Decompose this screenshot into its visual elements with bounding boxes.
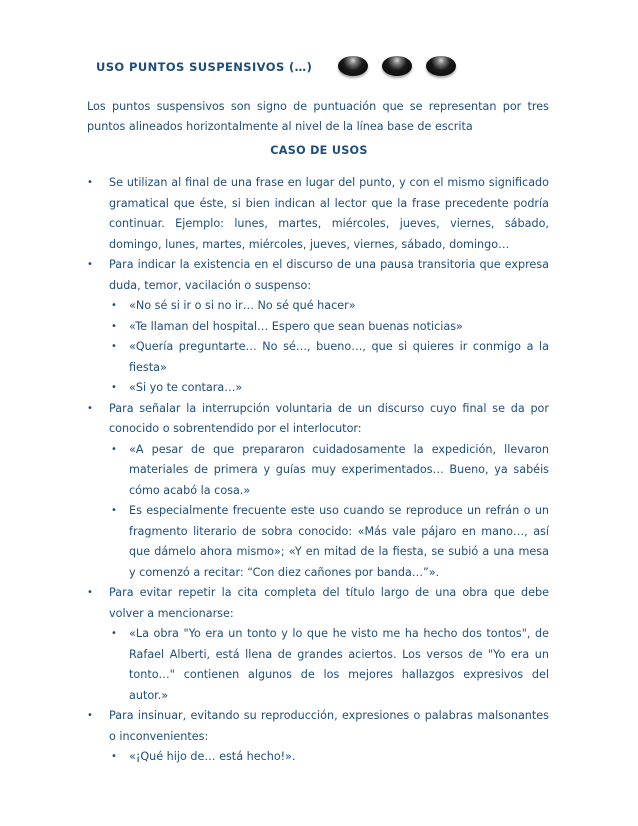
bullet-icon: • <box>87 587 93 598</box>
example-item <box>109 337 549 378</box>
dot-graphic <box>338 56 368 76</box>
list-item <box>87 255 549 399</box>
list-item-text: Se utilizan al final de una frase en lugar del punto, y con el mismo significado gramatical que éste, si bien indican al lector que la frase precedente podría continuar. Ejemplo: lunes, martes, miércoles, jueves, viernes, sábado, domingo, lunes, martes, miércoles, jueves, viernes, sábado, domingo… <box>109 176 549 251</box>
example-text: «Quería preguntarte… No sé…, bueno…, que si quieres ir conmigo a la fiesta» <box>129 340 549 374</box>
examples-list <box>109 296 549 399</box>
bullet-icon: • <box>111 300 117 311</box>
example-text: «No sé si ir o si no ir… No sé qué hacer» <box>129 299 356 312</box>
example-item <box>109 624 549 706</box>
examples-list <box>109 747 549 768</box>
bullet-icon: • <box>87 402 93 414</box>
list-item-text: Para señalar la interrupción voluntaria de un discurso cuyo final se da por conocido o sobrentendido por el interlocutor: <box>109 401 549 435</box>
examples-list <box>109 624 549 706</box>
example-text: «Te llaman del hospital… Espero que sean buenas noticias» <box>129 319 463 333</box>
section-subtitle: CASO DE USOS <box>270 144 368 157</box>
bullet-icon: • <box>111 443 117 455</box>
example-item <box>109 317 549 338</box>
example-item <box>109 440 549 502</box>
bullet-icon: • <box>111 341 117 352</box>
list-item <box>87 706 549 768</box>
list-item <box>87 173 549 255</box>
intro-paragraph: Los puntos suspensivos son signo de puntuación que se representan por tres puntos alineados horizontalmente al nivel de la línea base de escrita <box>87 100 549 133</box>
bullet-icon: • <box>87 710 93 721</box>
bullet-icon: • <box>87 259 93 270</box>
uses-list <box>87 173 549 768</box>
page-title: USO PUNTOS SUSPENSIVOS (…) <box>96 60 313 74</box>
list-item-text: Para evitar repetir la cita completa del título largo de una obra que debe volver a mencionarse: <box>109 586 549 620</box>
bullet-icon: • <box>111 382 117 393</box>
list-item <box>87 583 549 706</box>
list-item-text: Para indicar la existencia en el discurso de una pausa transitoria que expresa duda, temor, vacilación o suspenso: <box>109 258 549 292</box>
example-text: «¡Qué hijo de… está hecho!». <box>129 750 296 763</box>
bullet-icon: • <box>87 177 93 188</box>
dot-graphic <box>426 56 456 76</box>
example-text: «Si yo te contara…» <box>129 381 243 394</box>
examples-list <box>109 440 549 584</box>
bullet-icon: • <box>111 320 117 332</box>
example-text: «A pesar de que prepararon cuidadosamente la expedición, llevaron materiales de primera y guías muy experimentados… Bueno, ya sabéis cómo acabó la cosa.» <box>129 442 549 497</box>
example-item <box>109 501 549 583</box>
example-item <box>109 747 549 768</box>
bullet-icon: • <box>111 505 117 516</box>
example-item <box>109 378 549 399</box>
example-text: Es especialmente frecuente este uso cuando se reproduce un refrán o un fragmento literario de sobra conocido: «Más vale pájaro en mano…, así que dámelo ahora mismo»; «Y en mitad de la fiesta, se subió a una mesa y comenzó a recitar: “Con diez cañones por banda…”». <box>129 504 549 579</box>
example-item <box>109 296 549 317</box>
bullet-icon: • <box>111 628 117 639</box>
title-row <box>96 60 312 74</box>
dot-graphic <box>382 56 412 76</box>
list-item <box>87 399 549 584</box>
ellipsis-dots-graphic <box>338 56 456 76</box>
bullet-icon: • <box>111 751 117 762</box>
example-text: «La obra "Yo era un tonto y lo que he visto me ha hecho dos tontos", de Rafael Alberti, está llena de grandes aciertos. Los versos de "Yo era un tonto…" contienen algunos de los mejores hallazgos expresivos del autor.» <box>129 627 549 702</box>
list-item-text: Para insinuar, evitando su reproducción, expresiones o palabras malsonantes o inconvenientes: <box>109 709 549 743</box>
